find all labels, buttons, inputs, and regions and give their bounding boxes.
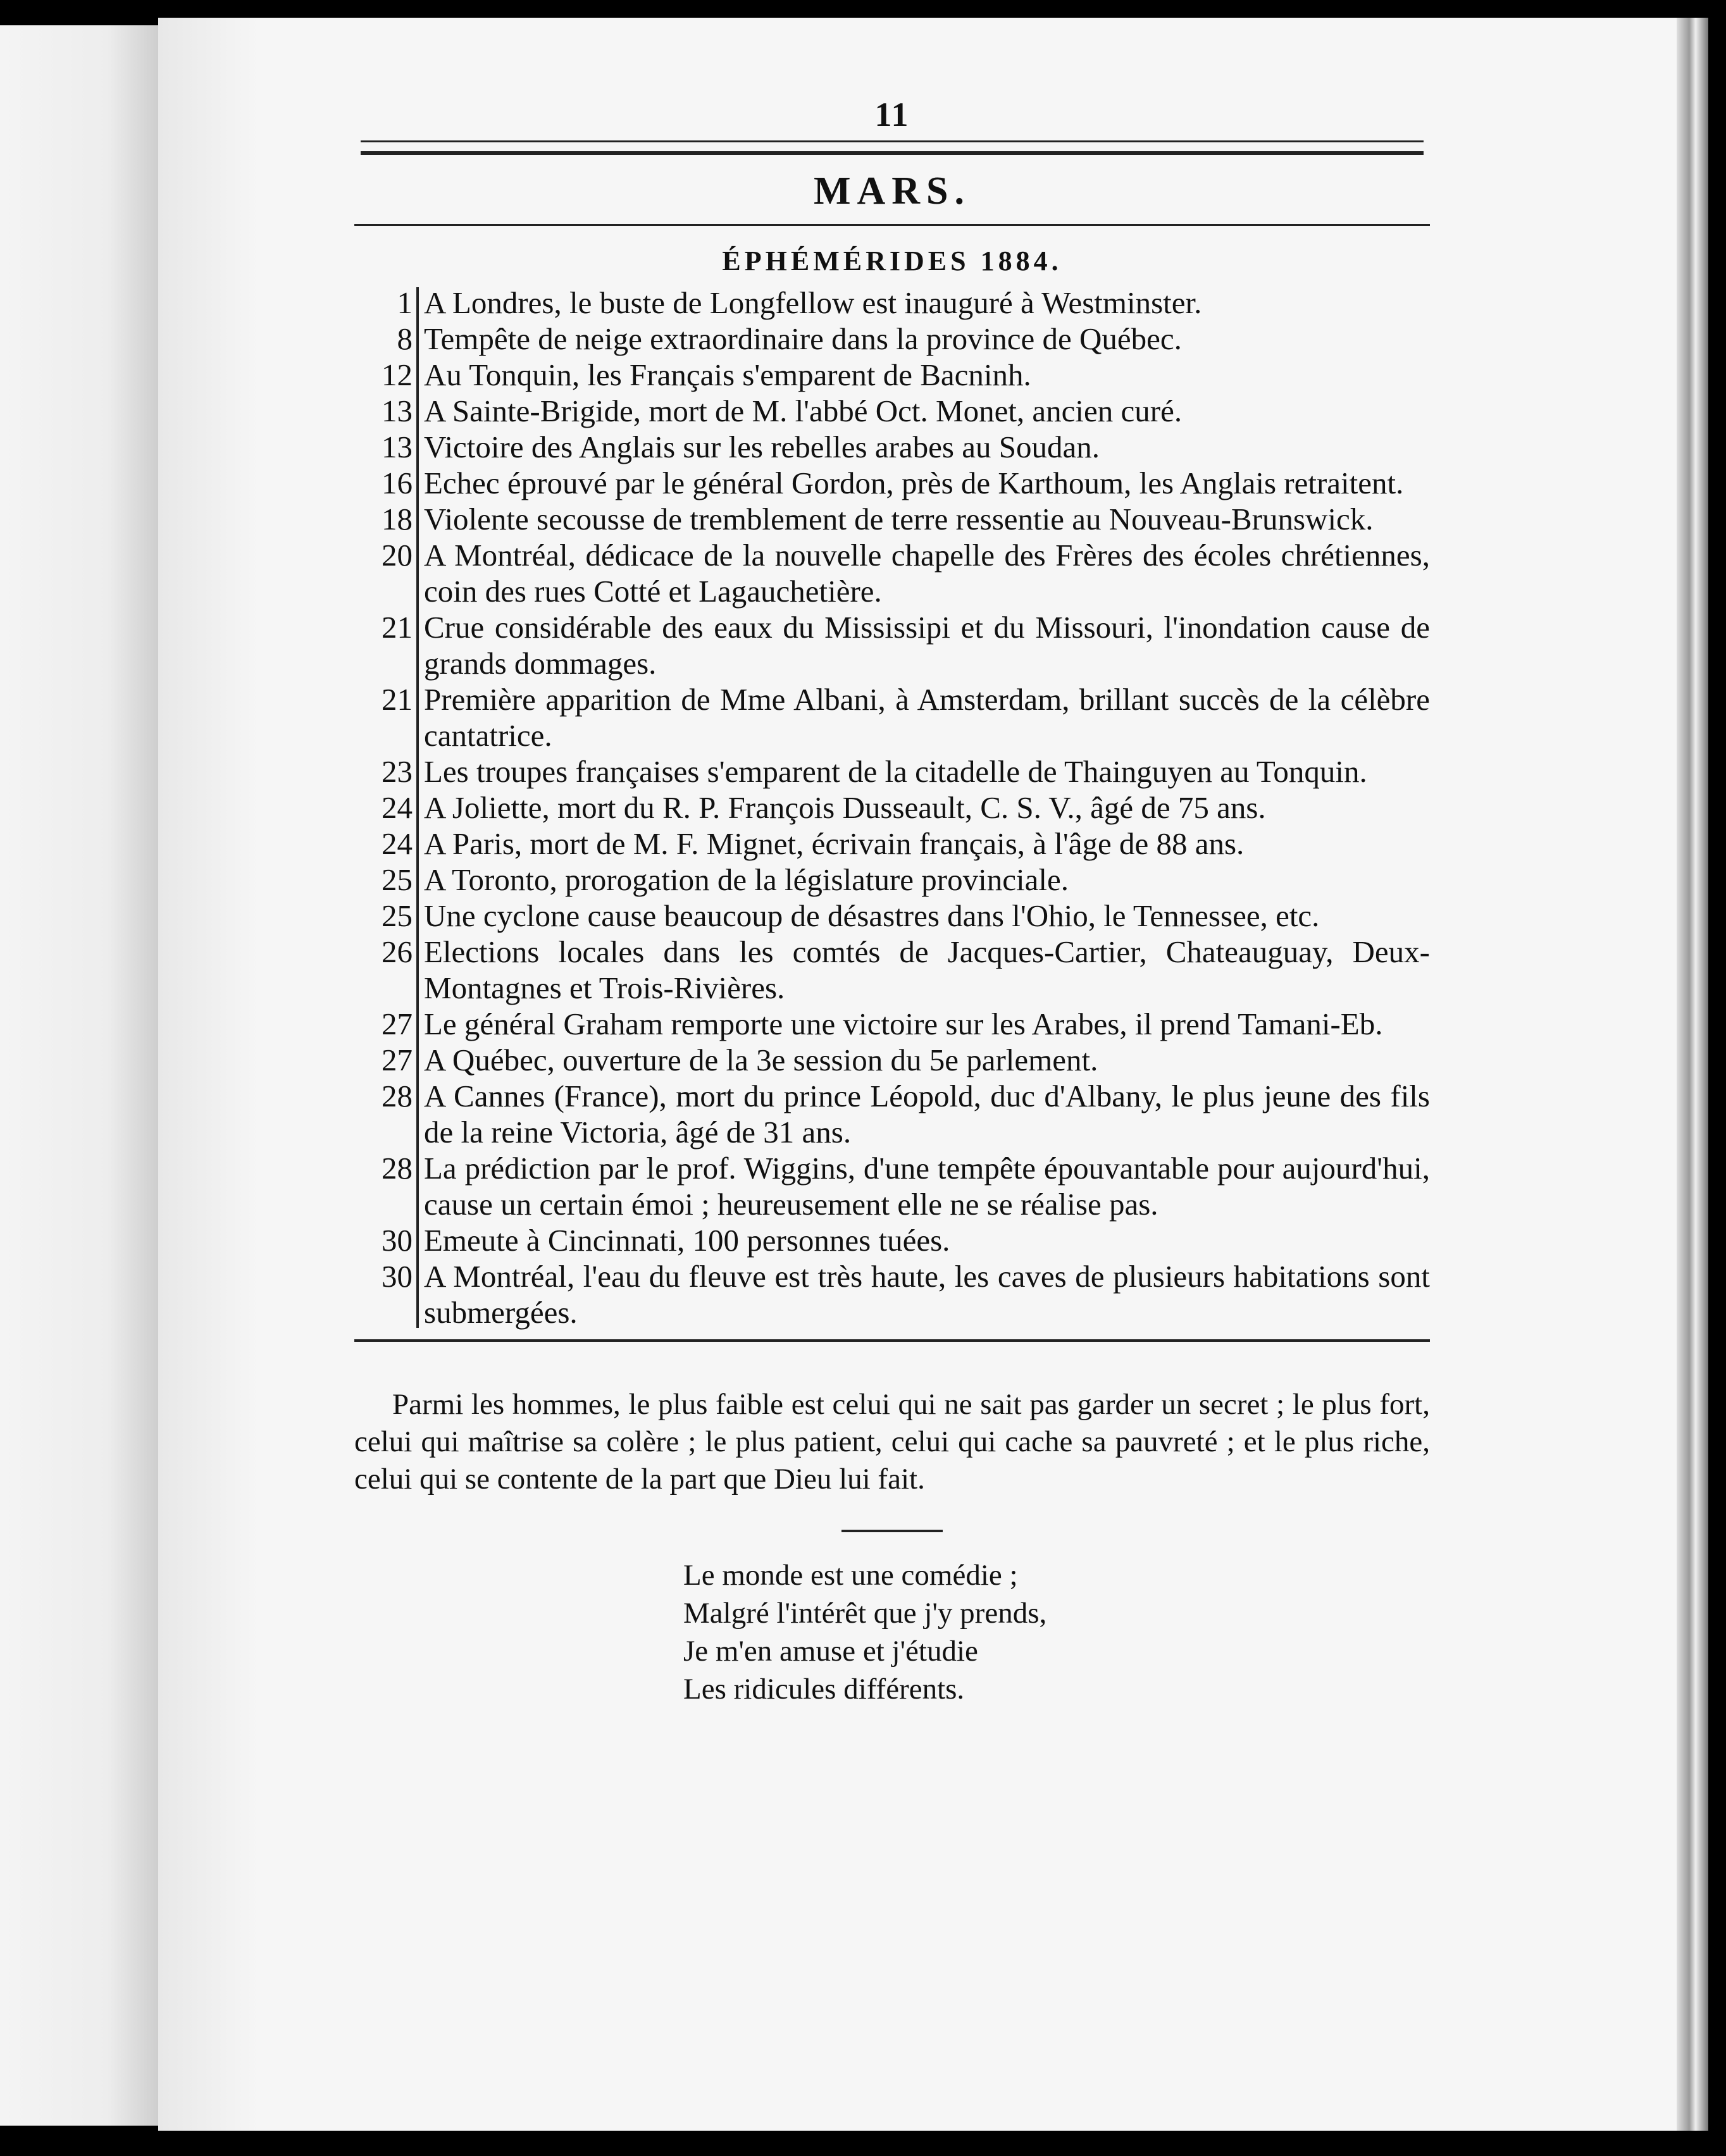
entry-text: La prédiction par le prof. Wiggins, d'une tempête épouvantable pour aujourd'hui, cause un certain émoi ; heureusement elle ne se réalise pas.: [424, 1151, 1430, 1222]
ephemeris-entry: [354, 826, 1430, 862]
entry-text: A Montréal, l'eau du fleuve est très haute, les caves de plusieurs habitations sont submergées.: [424, 1259, 1430, 1330]
entry-day: 21: [382, 682, 413, 717]
entry-day: 13: [382, 430, 413, 464]
entry-day: 18: [382, 502, 413, 536]
ephemeris-entry: [354, 393, 1430, 429]
page-number: 11: [874, 96, 910, 133]
entry-day: 23: [382, 754, 413, 789]
verse-line: Les ridicules différents.: [683, 1673, 965, 1706]
verse-line: Malgré l'intérêt que j'y prends,: [683, 1597, 1047, 1630]
verse-block: [683, 1556, 1430, 1708]
ephemeris-entry: [354, 1222, 1430, 1258]
entry-day: 25: [382, 862, 413, 897]
ephemeris-entry: [354, 465, 1430, 501]
entry-day: 28: [382, 1151, 413, 1186]
ephemeris-entry: [354, 1258, 1430, 1330]
entry-day: 30: [382, 1223, 413, 1258]
entry-text: A Paris, mort de M. F. Mignet, écrivain français, à l'âge de 88 ans.: [424, 826, 1245, 861]
entry-text: A Joliette, mort du R. P. François Dusseault, C. S. V., âgé de 75 ans.: [424, 790, 1266, 825]
entry-day: 27: [382, 1007, 413, 1041]
ephemeris-entry: [354, 609, 1430, 681]
ephemeris-entry: [354, 429, 1430, 465]
ephemeris-entry: [354, 790, 1430, 826]
section-title: ÉPHÉMÉRIDES 1884.: [722, 245, 1062, 276]
entry-day: 25: [382, 898, 413, 933]
ephemeris-entry: [354, 537, 1430, 609]
entry-day: 26: [382, 934, 413, 969]
entry-text: Une cyclone cause beaucoup de désastres dans l'Ohio, le Tennessee, etc.: [424, 898, 1320, 933]
verse-line: Le monde est une comédie ;: [683, 1559, 1018, 1592]
entry-text: A Cannes (France), mort du prince Léopold, duc d'Albany, le plus jeune des fils de la reine Victoria, âgé de 31 ans.: [424, 1079, 1430, 1149]
entry-text: A Sainte-Brigide, mort de M. l'abbé Oct. Monet, ancien curé.: [424, 393, 1183, 428]
entry-day: 20: [382, 538, 413, 573]
ephemeris-entry: [354, 753, 1430, 790]
entry-text: Elections locales dans les comtés de Jacques-Cartier, Chateauguay, Deux-Montagnes et Trois-Rivières.: [424, 934, 1430, 1005]
ephemerides-list: [354, 285, 1430, 1330]
entry-text: Les troupes françaises s'emparent de la citadelle de Thainguyen au Tonquin.: [424, 754, 1367, 789]
entry-text: Victoire des Anglais sur les rebelles arabes au Soudan.: [424, 430, 1100, 464]
entry-text: Echec éprouvé par le général Gordon, près de Karthoum, les Anglais retraitent.: [424, 466, 1404, 500]
ephemeris-entry: [354, 1042, 1430, 1078]
entry-text: Crue considérable des eaux du Mississipi et du Missouri, l'inondation cause de grands dommages.: [424, 610, 1430, 681]
ephemeris-entry: [354, 934, 1430, 1006]
entry-day: 8: [397, 321, 413, 356]
ephemeris-entry: [354, 681, 1430, 753]
entry-day: 24: [382, 826, 413, 861]
entry-text: Tempête de neige extraordinaire dans la province de Québec.: [424, 321, 1182, 356]
section-divider: [841, 1530, 943, 1532]
ephemeris-entry: [354, 321, 1430, 357]
entry-text: Première apparition de Mme Albani, à Amsterdam, brillant succès de la célèbre cantatrice.: [424, 682, 1430, 753]
entry-text: Le général Graham remporte une victoire sur les Arabes, il prend Tamani-Eb.: [424, 1007, 1383, 1041]
ephemeris-entry: [354, 501, 1430, 537]
gutter-shadow: [158, 18, 259, 2131]
entry-text: A Londres, le buste de Longfellow est inauguré à Westminster.: [424, 285, 1202, 320]
list-end-rule: [354, 1339, 1430, 1342]
header-double-rule: [361, 140, 1424, 155]
entry-day: 12: [382, 357, 413, 392]
entry-text: Au Tonquin, les Français s'emparent de Bacninh.: [424, 357, 1031, 392]
verse-line: Je m'en amuse et j'étudie: [683, 1635, 978, 1668]
ephemeris-entry: [354, 1150, 1430, 1222]
ephemeris-entry: [354, 898, 1430, 934]
ephemeris-entry: [354, 862, 1430, 898]
ephemeris-entry: [354, 285, 1430, 321]
entry-text: A Québec, ouverture de la 3e session du 5e parlement.: [424, 1043, 1098, 1077]
entry-text: A Toronto, prorogation de la législature provinciale.: [424, 862, 1069, 897]
month-title: MARS.: [813, 170, 971, 213]
entry-day: 1: [397, 285, 413, 320]
page-content: [354, 95, 1430, 1708]
entry-day: 16: [382, 466, 413, 500]
entry-day: 24: [382, 790, 413, 825]
entry-day: 27: [382, 1043, 413, 1077]
entry-text: Violente secousse de tremblement de terre ressentie au Nouveau-Brunswick.: [424, 502, 1374, 536]
entry-day: 30: [382, 1259, 413, 1294]
ephemeris-entry: [354, 357, 1430, 393]
proverb-paragraph: Parmi les hommes, le plus faible est celui qui ne sait pas garder un secret ; le plus fort, celui qui maîtrise sa colère ; le plus patient, celui qui cache sa pauvreté ; et le plus riche, celui qui se contente de la part que Dieu lui fait.: [354, 1388, 1430, 1496]
entry-text: A Montréal, dédicace de la nouvelle chapelle des Frères des écoles chrétiennes, coin des rues Cotté et Lagauchetière.: [424, 538, 1430, 609]
entry-day: 21: [382, 610, 413, 645]
month-rule: [354, 224, 1430, 226]
ephemeris-entry: [354, 1078, 1430, 1150]
ephemeris-entry: [354, 1006, 1430, 1042]
page-stack-edge: [1677, 18, 1708, 2131]
entry-day: 28: [382, 1079, 413, 1113]
entry-day: 13: [382, 393, 413, 428]
entry-text: Emeute à Cincinnati, 100 personnes tuées.: [424, 1223, 950, 1258]
